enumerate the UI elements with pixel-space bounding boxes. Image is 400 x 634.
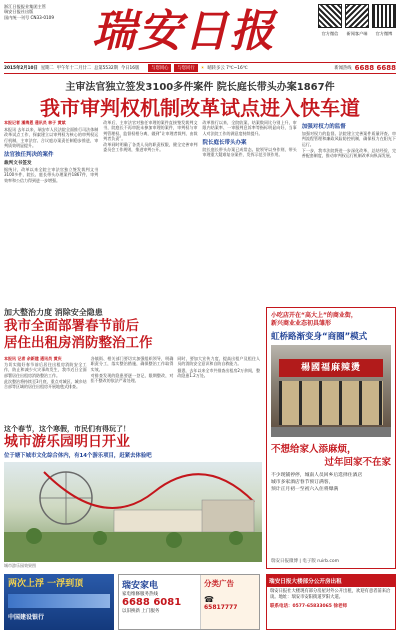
slogan-tag: 与您同心 — [148, 64, 171, 72]
love-sub — [271, 472, 391, 493]
ad-classified-title: 分类广告 — [204, 579, 234, 588]
park-illustration — [4, 462, 262, 562]
sun-icon: ☀ — [200, 65, 205, 71]
second-body — [4, 356, 260, 420]
paragraph: 改革后，主审法官对独任审理的案件直接签发裁判文书，院庭长不再审批未参加审理的案件，审判权与审判管理权、监督权相分离，做到“让审理者裁判，由裁判者负责”。 — [103, 120, 198, 141]
newspaper-title: 瑞安日报 — [92, 6, 276, 57]
love-headline-line: 不想给家人添麻烦， — [271, 444, 357, 455]
side-box-kicker — [271, 312, 391, 328]
paragraph: 本报讯 去年以来，瑞安市人民法院全面推行司法体制改革试点工作，探索建立以审判权为核心的审判权运行机制，主审法官、合议庭办案责任制稳步推进，审判质效明显提升。 — [4, 127, 99, 148]
issue-date: 2015年2月10日 — [4, 66, 38, 71]
lead-column — [203, 120, 297, 304]
qr-code-icon[interactable] — [372, 4, 396, 28]
love-story — [271, 443, 391, 493]
paragraph: 院长庭长带头办案已成常态。院领导以身作则，带头审理重大疑难复杂案件，发挥示范引领作用。 — [202, 146, 297, 158]
qr-code-icon[interactable] — [345, 4, 369, 28]
shop-pavement — [271, 427, 391, 437]
side-box-kicker-line: 新兴商业业态初具雏形 — [271, 320, 332, 327]
ad-bank-name: 中国建设银行 — [8, 614, 45, 621]
second-kicker: 加大整治力度 消除安全隐患 — [4, 308, 103, 317]
second-column — [4, 356, 87, 420]
paragraph: 改革推行以来，全院收案、结案数同比分别上升，审限内结案率、一审服判息诉率等指标明显向好，当事人对法院工作的满意度持续提升。 — [202, 120, 297, 136]
ad-bank[interactable] — [4, 574, 114, 630]
shop-photo — [271, 345, 391, 437]
lead-subhead: 院长庭长带头办案 — [202, 139, 247, 146]
park-subhead: 位于塘下城市文化综合体内，有14个游乐项目，赶紧去体验吧 — [4, 453, 152, 459]
ad-appliance-sub: 以旧换新 上门服务 — [122, 609, 160, 614]
second-column — [177, 356, 260, 420]
ad-classified-phone: 65817777 — [204, 604, 238, 611]
ad-classified — [201, 575, 259, 629]
park-rendering — [4, 462, 262, 562]
ad-appliance-logo: 瑞安家电 — [122, 581, 159, 591]
ad-bank-slogan: 两次上浮 一浮到顶 — [8, 579, 84, 589]
paragraph: 加强对权力的监督。法院建立完善案件质量评查、审判流程管理和廉政风险防控机制，确保权力在阳光下运行。 — [301, 131, 396, 147]
date-bar — [4, 62, 396, 74]
building — [202, 500, 254, 532]
second-headline-line: 我市全面部署春节前后 — [4, 318, 139, 334]
side-box-kicker-line: 小吃店开在“高大上”的商业街， — [271, 312, 357, 319]
lead-subhead: 加强对权力的监督 — [301, 124, 346, 130]
love-sub-line: 不少现铺停停，城南人员回乡后选择住酒店 — [271, 473, 363, 478]
paragraph: 同时，要加大宣传力度，提高出租户及租住人员的消防安全意识和自防自救能力。 — [177, 356, 260, 367]
qr-label: 官方微博 — [375, 31, 393, 36]
issue-number: 总第5532期 — [94, 66, 118, 71]
side-box-footer[interactable]: 瑞安日报微博 | 电子版 ruirb.com — [271, 559, 340, 564]
ad-appliance[interactable] — [118, 574, 260, 630]
paragraph: 改革同时明确了各类人员的职责权限，健全完善审判委员会工作规则，推进审判公开。 — [103, 142, 198, 153]
masthead — [4, 4, 396, 60]
weather: 晴转多云 7℃~16℃ — [207, 66, 248, 71]
second-byline: 本报讯 记者 余新建 通讯员 黄庆 — [4, 356, 62, 361]
slogan-tag: 与您同行 — [174, 64, 197, 72]
park-kicker: 这个春节，这个寒假，市民们有得玩了！ — [4, 425, 130, 433]
second-column — [91, 356, 174, 420]
shop-sign: 楊國福麻辣燙 — [279, 359, 383, 377]
ad-appliance-text: 家电维修服务热线 — [122, 592, 158, 597]
building — [114, 510, 204, 532]
park-headline: 城市游乐园明日开业 — [4, 434, 130, 450]
love-sub-line: 城市多家酒店春节预订满客， — [271, 480, 334, 485]
ad-rental[interactable] — [266, 574, 396, 630]
qr-code-icon[interactable] — [318, 4, 342, 28]
love-headline — [271, 443, 391, 469]
ad-rental-text: 瑞安日报社大楼现有部分房屋对外公开出租，欢迎有意者前来洽谈。地址：瑞安市安阳街道罗阳大道。 — [270, 589, 391, 600]
paragraph: 为切实做好春节前后居住出租房消防安全工作，防止和减少火灾事故发生，我市近日全面部署居住出租房消防整治工作。 — [4, 362, 87, 378]
lead-column — [302, 120, 396, 304]
hotline-label: 新闻热线 — [334, 66, 352, 71]
paragraph: 下一步，我市法院将进一步深化改革，总结经验，完善配套制度，推动审判权运行机制改革向纵深发展。 — [301, 147, 396, 159]
lead-subhead: 法官独任判决的案件 — [4, 152, 54, 159]
paragraph: 此次整治将持续至3月底，重点对城区、城乡结合部等区域的居住出租房开展地毯式排查。 — [4, 378, 87, 390]
paragraph: 对排查发现的隐患要逐一登记，限期整改，对拒不整改的依法严肃处理。 — [90, 372, 174, 384]
lead-subhead: 裁判文书签发 — [4, 161, 32, 167]
paragraph: 据悉，去年以来全市共排查出租房2万余间，整改隐患1.2万处。 — [177, 367, 260, 378]
side-box — [266, 307, 396, 569]
tagline-line: 国内统一刊号 CN33-0109 — [4, 14, 55, 20]
phone-icon: ☎ — [204, 595, 214, 604]
second-headline — [4, 318, 264, 352]
ad-appliance-phone: 6688 6081 — [122, 597, 182, 608]
lead-byline: 本报记者 潘海恩 通讯员 林子 黄斌 — [4, 120, 66, 125]
lead-kicker: 主审法官独立签发3100多件案件 院长庭长带头办案1867件 — [65, 82, 335, 93]
love-headline-line: 过年回家不在家 — [324, 457, 391, 468]
qr-labels — [318, 31, 396, 36]
lead-column — [103, 120, 197, 304]
tagline-line: 瑞安日报社出版 — [4, 9, 34, 15]
qr-codes[interactable] — [318, 4, 396, 48]
ad-rental-phone: 联系电话：0577-65833065 徐老师 — [270, 604, 348, 609]
paragraph: 各镇街、相关部门要切实加强组织领导，明确职责分工，落实整治措施，确保整治工作取得实效。 — [90, 356, 174, 372]
masthead-tagline — [4, 4, 74, 20]
second-headline-line: 居住出租房消防整治工作 — [4, 335, 153, 351]
shop-windows — [279, 381, 383, 425]
ad-bank-chart — [8, 594, 110, 608]
weekday: 星期二 — [40, 66, 54, 71]
lead-body — [4, 120, 396, 304]
side-box-headline: 虹桥路渐变身“商圈”模式 — [271, 332, 368, 342]
qr-label: 官方微信 — [321, 31, 339, 36]
page-count: 今日16版 — [120, 66, 140, 71]
love-sub-line: 预计正月初一至初六入住将爆满 — [271, 487, 339, 492]
paragraph: 据统计，改革以来全院主审法官独立签发裁判文书3100多件，院长、庭长带头办理案件1867件，审判效率和公信力得到进一步增强。 — [4, 167, 99, 183]
qr-label: 新闻客户端 — [346, 31, 368, 36]
lead-column — [4, 120, 98, 304]
lead-headline: 我市审判权机制改革试点进入快车道 — [40, 96, 360, 120]
hotline-number: 6688 6688 — [354, 64, 396, 72]
park-caption: 城市游乐园效果图 — [4, 563, 36, 568]
ad-rental-title: 瑞安日报大楼部分公开房出租 — [267, 575, 395, 587]
tagline-line: 浙江日报报业集团主管 — [4, 4, 46, 9]
ad-appliance-left — [119, 575, 201, 629]
lunar-date: 甲午年十二月廿二 — [56, 66, 92, 71]
park-story — [4, 424, 262, 570]
